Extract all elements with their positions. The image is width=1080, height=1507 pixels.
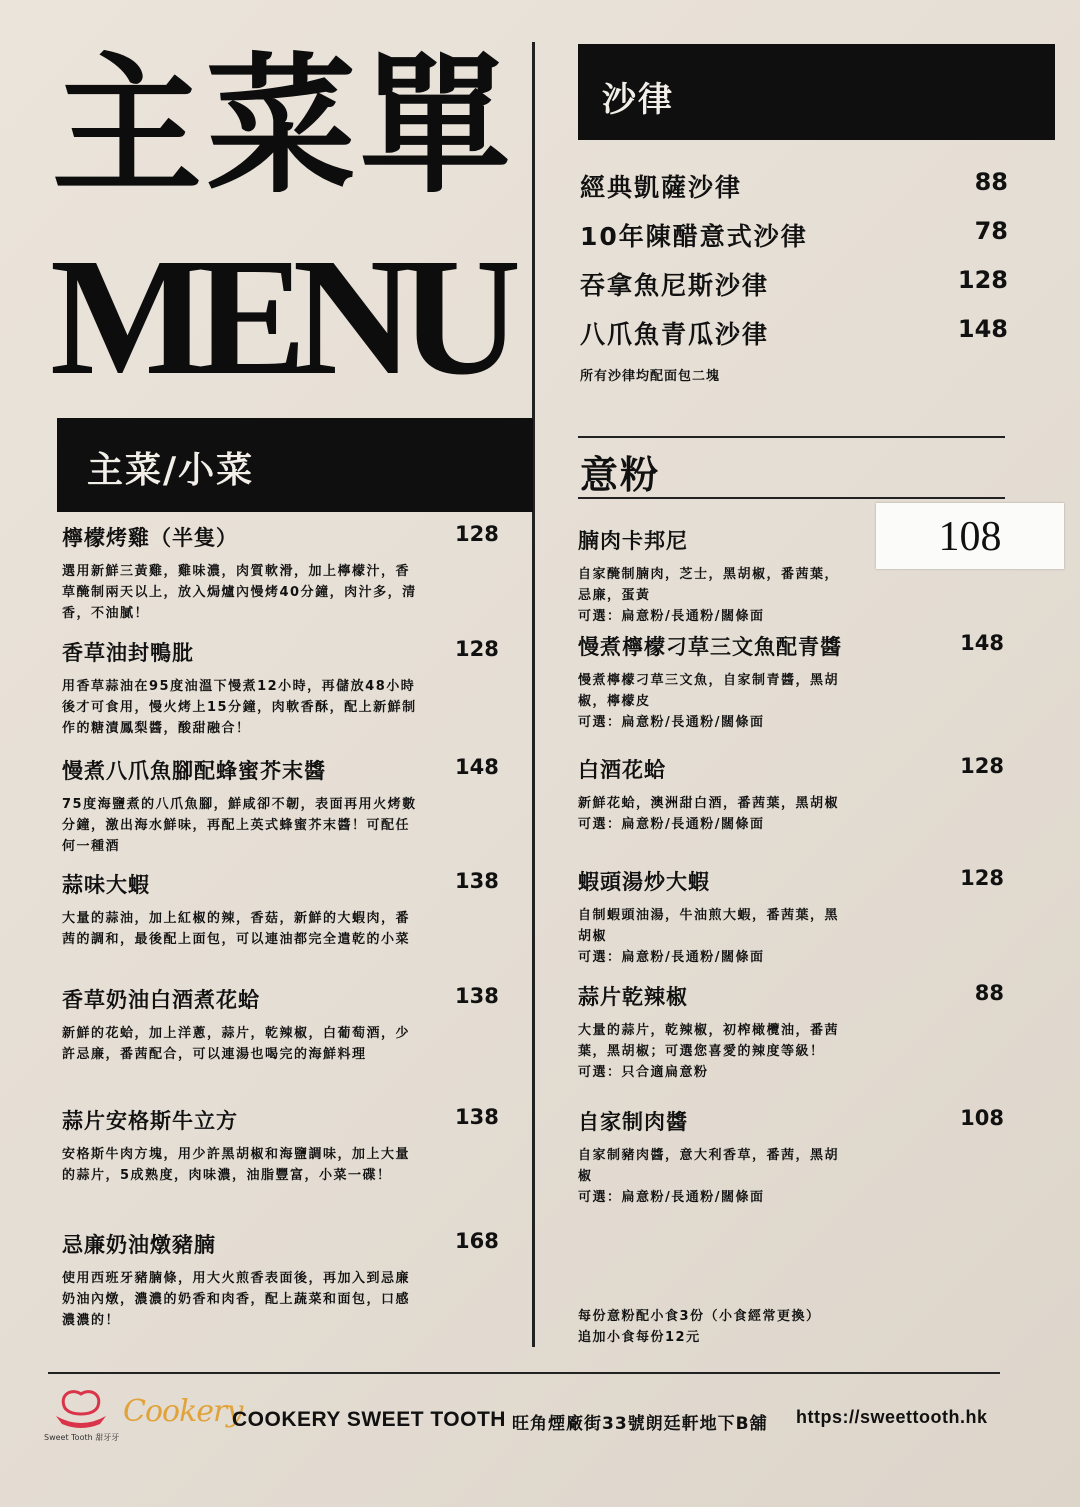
pasta-section-header: 意粉 <box>580 453 661 497</box>
dish-description: 使用西班牙豬腩條，用大火煎香表面後，再加入到忌廉奶油內燉，濃濃的奶香和肉香，配上蔬菜和面包，口感濃濃的！ <box>62 1271 411 1328</box>
dish-description: 新鮮花蛤，澳洲甜白酒，番茜葉，黑胡椒 <box>578 796 840 811</box>
salad-item <box>580 315 1008 351</box>
menu-title-chinese: 主菜單 <box>52 40 515 214</box>
dish-name: 白酒花蛤 <box>578 758 666 782</box>
salad-section-header: 沙律 <box>578 44 1055 140</box>
dish-description: 新鮮的花蛤，加上洋蔥，蒜片，乾辣椒，白葡萄酒，少許忌廉，番茜配合，可以連湯也喝完的海鮮料理 <box>62 1026 411 1062</box>
shop-address: 旺角煙廠街33號朗廷軒地下B舖 <box>512 1414 768 1434</box>
salad-item-price: 148 <box>957 315 1008 343</box>
salad-note: 所有沙律均配面包二塊 <box>580 369 721 384</box>
footer-rule <box>48 1372 1000 1374</box>
dish-name: 自家制肉醬 <box>578 1110 688 1134</box>
pasta-note-line-2: 追加小食每份12元 <box>578 1330 701 1345</box>
salad-item-price: 128 <box>957 266 1008 294</box>
sweet-tooth-logo-icon <box>54 1390 108 1430</box>
salad-item <box>580 217 1008 253</box>
pasta-rule-bottom <box>578 497 1005 499</box>
dish-pasta-option: 可選：扁意粉/長通粉/闊條面 <box>578 950 765 965</box>
dish-pasta-option: 可選：扁意粉/長通粉/闊條面 <box>578 817 765 832</box>
main-section-header: 主菜/小菜 <box>57 418 533 512</box>
salad-item-price: 88 <box>974 168 1008 196</box>
dish-name: 蒜味大蝦 <box>62 873 150 897</box>
dish-name: 慢煮檸檬刁草三文魚配青醬 <box>578 635 842 659</box>
dish-pasta-option: 可選：扁意粉/長通粉/闊條面 <box>578 1190 765 1205</box>
pasta-dish <box>578 1106 1004 1208</box>
dish-name: 蝦頭湯炒大蝦 <box>578 870 710 894</box>
salad-item-name: 經典凱薩沙律 <box>580 173 743 202</box>
main-dish <box>62 637 499 739</box>
dish-name: 忌廉奶油燉豬腩 <box>62 1233 216 1257</box>
dish-price: 138 <box>455 1105 499 1129</box>
dish-pasta-option: 可選：扁意粉/長通粉/闊條面 <box>578 609 765 624</box>
main-dish <box>62 1229 499 1331</box>
dish-description: 75度海鹽煮的八爪魚腳，鮮咸卻不韌，表面再用火烤數分鐘，激出海水鮮味，再配上英式蜂蜜芥末醬！可配任何一種酒 <box>62 797 417 854</box>
dish-description: 慢煮檸檬刁草三文魚，自家制青醬，黑胡椒，檸檬皮 <box>578 673 840 709</box>
pasta-dish <box>578 866 1004 968</box>
dish-price: 128 <box>960 754 1004 778</box>
dish-price: 128 <box>960 866 1004 890</box>
dish-description: 自家制豬肉醬，意大利香草，番茜，黑胡椒 <box>578 1148 840 1184</box>
dish-description: 安格斯牛肉方塊，用少許黑胡椒和海鹽調味，加上大量的蒜片，5成熟度，肉味濃，油脂豐富，小菜一碟！ <box>62 1147 411 1183</box>
pasta-dish <box>578 631 1004 733</box>
pasta-rule-top <box>578 436 1005 438</box>
dish-name: 腩肉卡邦尼 <box>578 529 688 553</box>
dish-price: 128 <box>455 637 499 661</box>
salad-item-name: 吞拿魚尼斯沙律 <box>580 271 770 300</box>
main-dish <box>62 755 499 857</box>
pasta-note-line-1: 每份意粉配小食3份（小食經常更換） <box>578 1309 821 1324</box>
dish-name: 香草油封鴨肶 <box>62 641 194 665</box>
dish-price: 108 <box>960 1106 1004 1130</box>
dish-price: 128 <box>455 522 499 546</box>
dish-name: 檸檬烤雞（半隻） <box>62 526 238 550</box>
cookery-logo: Cookery <box>123 1394 243 1429</box>
dish-pasta-option: 可選：扁意粉/長通粉/闊條面 <box>578 715 765 730</box>
dish-description: 選用新鮮三黃雞，雞味濃，肉質軟滑，加上檸檬汁，香草醃制兩天以上，放入焗爐內慢烤40分鐘，肉汁多，清香，不油膩！ <box>62 564 417 621</box>
dish-price: 138 <box>455 984 499 1008</box>
dish-description: 自制蝦頭油湯，牛油煎大蝦，番茜葉，黑胡椒 <box>578 908 840 944</box>
brand-name: COOKERY SWEET TOOTH <box>232 1408 506 1431</box>
pasta-note <box>578 1306 821 1348</box>
dish-name: 香草奶油白酒煮花蛤 <box>62 988 260 1012</box>
pasta-dish <box>578 981 1004 1083</box>
dish-name: 蒜片安格斯牛立方 <box>62 1109 238 1133</box>
salad-item-price: 78 <box>974 217 1008 245</box>
dish-description: 大量的蒜片，乾辣椒，初榨橄欖油，番茜葉，黑胡椒；可選您喜愛的辣度等級！ <box>578 1023 840 1059</box>
logo-caption: Sweet Tooth 甜牙牙 <box>44 1433 120 1442</box>
main-dish <box>62 869 499 950</box>
dish-price: 148 <box>455 755 499 779</box>
main-dish <box>62 522 499 624</box>
dish-name: 蒜片乾辣椒 <box>578 985 688 1009</box>
dish-description: 自家醃制腩肉，芝士，黑胡椒，番茜葉，忌廉，蛋黃 <box>578 567 840 603</box>
dish-price: 168 <box>455 1229 499 1253</box>
main-dish <box>62 984 499 1065</box>
website-url: https://sweettooth.hk <box>796 1407 988 1427</box>
dish-pasta-option: 可選：只合適扁意粉 <box>578 1065 709 1080</box>
main-dish <box>62 1105 499 1186</box>
dish-name: 慢煮八爪魚腳配蜂蜜芥末醬 <box>62 759 326 783</box>
column-divider <box>532 42 535 1347</box>
price-sticker: 108 <box>876 503 1064 569</box>
dish-price: 148 <box>960 631 1004 655</box>
salad-item <box>580 168 1008 204</box>
dish-price: 138 <box>455 869 499 893</box>
pasta-dish <box>578 754 1004 835</box>
salad-item-name: 八爪魚青瓜沙律 <box>580 320 770 349</box>
dish-description: 大量的蒜油，加上紅椒的辣，香菇，新鮮的大蝦肉，番茜的調和，最後配上面包，可以連油都完全遣乾的小菜 <box>62 911 411 947</box>
dish-description: 用香草蒜油在95度油溫下慢煮12小時，再儲放48小時後才可食用，慢火烤上15分鐘，肉軟香酥，配上新鮮制作的糖漬鳳梨醬，酸甜融合！ <box>62 679 417 736</box>
salad-item <box>580 266 1008 302</box>
salad-item-name: 10年陳醋意式沙律 <box>580 222 808 251</box>
dish-price: 88 <box>974 981 1004 1005</box>
menu-title-english: MENU <box>50 224 508 410</box>
